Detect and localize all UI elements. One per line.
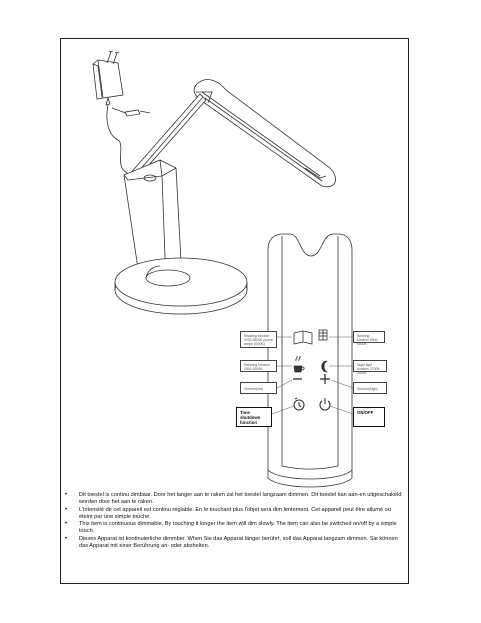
instruction-german: • Dieses Apparat ist kontinuierliche dimmber. When Sie das Apparat länger berührt, soll das Apparat langzam dimmen. Sie können das Apparat mit einer Berührung an- oder abshelten. (62, 536, 402, 551)
instruction-list (62, 492, 402, 550)
callout-reading: Reading function 3200-3500K (some lamps 6000K) (240, 331, 277, 348)
callout-relaxing: Relaxing function 2800-3200K (240, 360, 277, 372)
instruction-dutch: • Dit toestel is continu dimbaar. Door het langer aan te raken zal het toestel langzaam dimmen. Dit toestel kan aan-en uitgeschakeld worden door het aan te raken. (62, 492, 402, 507)
callout-dimmer-high: Dimmer(high) (353, 382, 387, 394)
control-panel (268, 234, 353, 487)
instruction-english: • This item is continuous dimmable. By touching it longer the item will dim slowly. The item can also be switched on/off by a simple touch. (62, 521, 402, 536)
callout-onoff: ON/OFF (353, 407, 385, 427)
callout-nightlight: Night light function 2700K-3000K (353, 360, 387, 372)
lamp-base (115, 258, 247, 314)
callout-dimmer-low: Dimmer(low) (240, 382, 277, 394)
instruction-french: • L'intensité de cet appareil est continu réglable. En le touchant plus l'objet sera dim lentement. Cet appareil peut être allumé ou éteint par une simple touche. (62, 507, 402, 522)
callout-time-shutdown: Time shutdown function (236, 407, 272, 427)
callout-working: Working function 5500-6500K (353, 331, 385, 343)
lamp-head (194, 80, 336, 187)
power-adapter-icon (93, 51, 150, 178)
